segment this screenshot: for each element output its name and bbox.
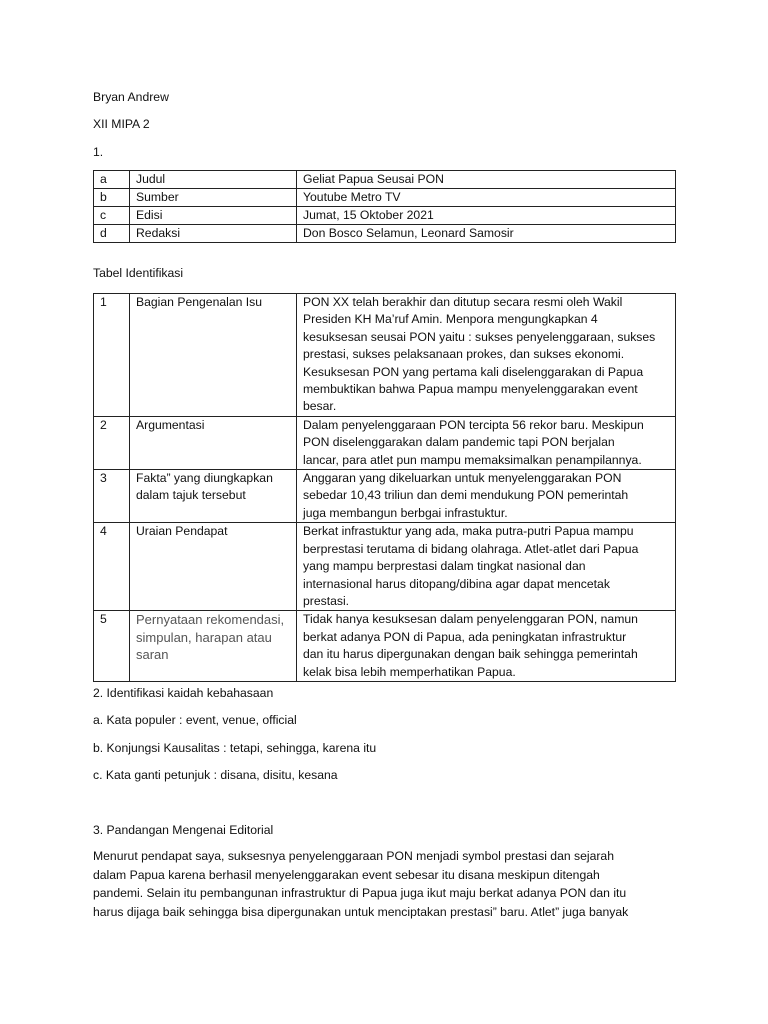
row-number-cell: 3 [94, 470, 130, 523]
identification-table [93, 293, 676, 682]
metadata-label-cell: Edisi [130, 207, 297, 225]
paragraph-line: dalam Papua karena berhasil menyelenggarakan event sebesar itu disana meskipun ditengah [93, 867, 600, 882]
content-line: internasional harus ditopang/dibina agar dapat mencetak [303, 576, 610, 591]
content-line: berprestasi terutama di bidang olahraga. Atlet-atlet dari Papua [303, 541, 639, 556]
metadata-value-cell: Jumat, 15 Oktober 2021 [297, 207, 676, 225]
metadata-key-cell: d [94, 225, 130, 243]
content-cell [297, 294, 676, 417]
content-line: PON XX telah berakhir dan ditutup secara resmi oleh Wakil [303, 295, 623, 309]
content-line: berkat adanya PON di Papua, ada peningkatan infrastruktur [303, 629, 627, 644]
student-class: XII MIPA 2 [93, 117, 150, 131]
section-1-number: 1. [93, 145, 104, 159]
metadata-label-cell: Redaksi [130, 225, 297, 243]
content-line: Tidak hanya kesuksesan dalam penyelenggaran PON, namun [303, 612, 638, 627]
metadata-key-cell: a [94, 171, 130, 189]
metadata-row [94, 189, 676, 207]
row-number-cell: 1 [94, 294, 130, 417]
metadata-value-cell: Don Bosco Selamun, Leonard Samosir [297, 225, 676, 243]
metadata-row [94, 207, 676, 225]
editorial-part-cell: Uraian Pendapat [130, 523, 297, 611]
content-cell [297, 611, 676, 682]
identification-row [94, 611, 676, 682]
editorial-part-cell: Argumentasi [130, 416, 297, 469]
content-cell [297, 470, 676, 523]
content-line: Dalam penyelenggaraan PON tercipta 56 rekor baru. Meskipun [303, 417, 644, 432]
content-cell [297, 523, 676, 611]
content-line: kesuksesan seusai PON yaitu : sukses penyelenggaraan, sukses [303, 329, 656, 344]
identification-row [94, 470, 676, 523]
editorial-opinion-paragraph [93, 847, 673, 921]
content-cell [297, 416, 676, 469]
identification-row [94, 416, 676, 469]
paragraph-line: harus dijaga baik sehingga bisa dipergunakan untuk menciptakan prestasi” baru. Atlet” juga banyak [93, 904, 629, 919]
section-3-title: 3. Pandangan Mengenai Editorial [93, 823, 274, 837]
paragraph-line: Menurut pendapat saya, suksesnya penyelenggaraan PON menjadi symbol prestasi dan sejarah [93, 849, 614, 863]
content-line: dan itu harus dipergunakan dengan baik sehingga pemerintah [303, 647, 638, 662]
editorial-part-cell: Fakta” yang diungkapkan dalam tajuk tersebut [130, 470, 297, 523]
metadata-value-cell: Youtube Metro TV [297, 189, 676, 207]
metadata-label-cell: Judul [130, 171, 297, 189]
content-line: membuktikan bahwa Papua mampu menyelenggarakan event [303, 382, 638, 397]
metadata-label-cell: Sumber [130, 189, 297, 207]
metadata-key-cell: b [94, 189, 130, 207]
rule-a-popular-words: a. Kata populer : event, venue, official [93, 713, 297, 727]
content-line: sebedar 10,43 triliun dan demi mendukung PON pemerintah [303, 488, 629, 503]
metadata-row [94, 225, 676, 243]
editorial-part-cell: Bagian Pengenalan Isu [130, 294, 297, 417]
metadata-value-cell: Geliat Papua Seusai PON [297, 171, 676, 189]
metadata-table [93, 170, 676, 243]
content-line: yang mampu berprestasi dalam tingkat nasional dan [303, 559, 586, 574]
content-line: PON diselenggarakan dalam pandemic tapi PON berjalan [303, 435, 615, 450]
editorial-part-cell: Pernyataan rekomendasi, simpulan, harapan atau saran [130, 611, 297, 682]
content-line: besar. [303, 399, 337, 414]
identification-table-title: Tabel Identifikasi [93, 266, 184, 280]
paragraph-line: pandemi. Selain itu pembangunan infrastruktur di Papua juga ikut maju berkat adanya PON dan itu [93, 886, 627, 900]
section-2-title: 2. Identifikasi kaidah kebahasaan [93, 686, 274, 700]
content-line: Kesuksesan PON yang pertama kali diselenggarakan di Papua [303, 364, 644, 379]
content-line: Presiden KH Ma’ruf Amin. Menpora mengungkapkan 4 [303, 312, 598, 327]
identification-row [94, 523, 676, 611]
identification-row [94, 294, 676, 417]
rule-c-demonstrative-pronouns: c. Kata ganti petunjuk : disana, disitu, kesana [93, 768, 338, 782]
row-number-cell: 4 [94, 523, 130, 611]
content-line: Anggaran yang dikeluarkan untuk menyelenggarakan PON [303, 471, 622, 486]
content-line: Berkat infrastuktur yang ada, maka putra-putri Papua mampu [303, 524, 634, 539]
metadata-key-cell: c [94, 207, 130, 225]
content-line: prestasi. [303, 593, 350, 608]
student-name: Bryan Andrew [93, 90, 169, 104]
row-number-cell: 5 [94, 611, 130, 682]
content-line: lancar, para atlet pun mampu memaksimalkan penampilannya. [303, 452, 642, 467]
content-line: prestasi, sukses pelaksanaan prokes, dan sukses ekonomi. [303, 347, 625, 362]
rule-b-causal-conjunctions: b. Konjungsi Kausalitas : tetapi, sehingga, karena itu [93, 741, 377, 755]
row-number-cell: 2 [94, 416, 130, 469]
content-line: juga membangun berbgai infrastuktur. [303, 505, 508, 520]
content-line: kelak bisa lebih memperhatikan Papua. [303, 664, 516, 679]
metadata-row [94, 171, 676, 189]
